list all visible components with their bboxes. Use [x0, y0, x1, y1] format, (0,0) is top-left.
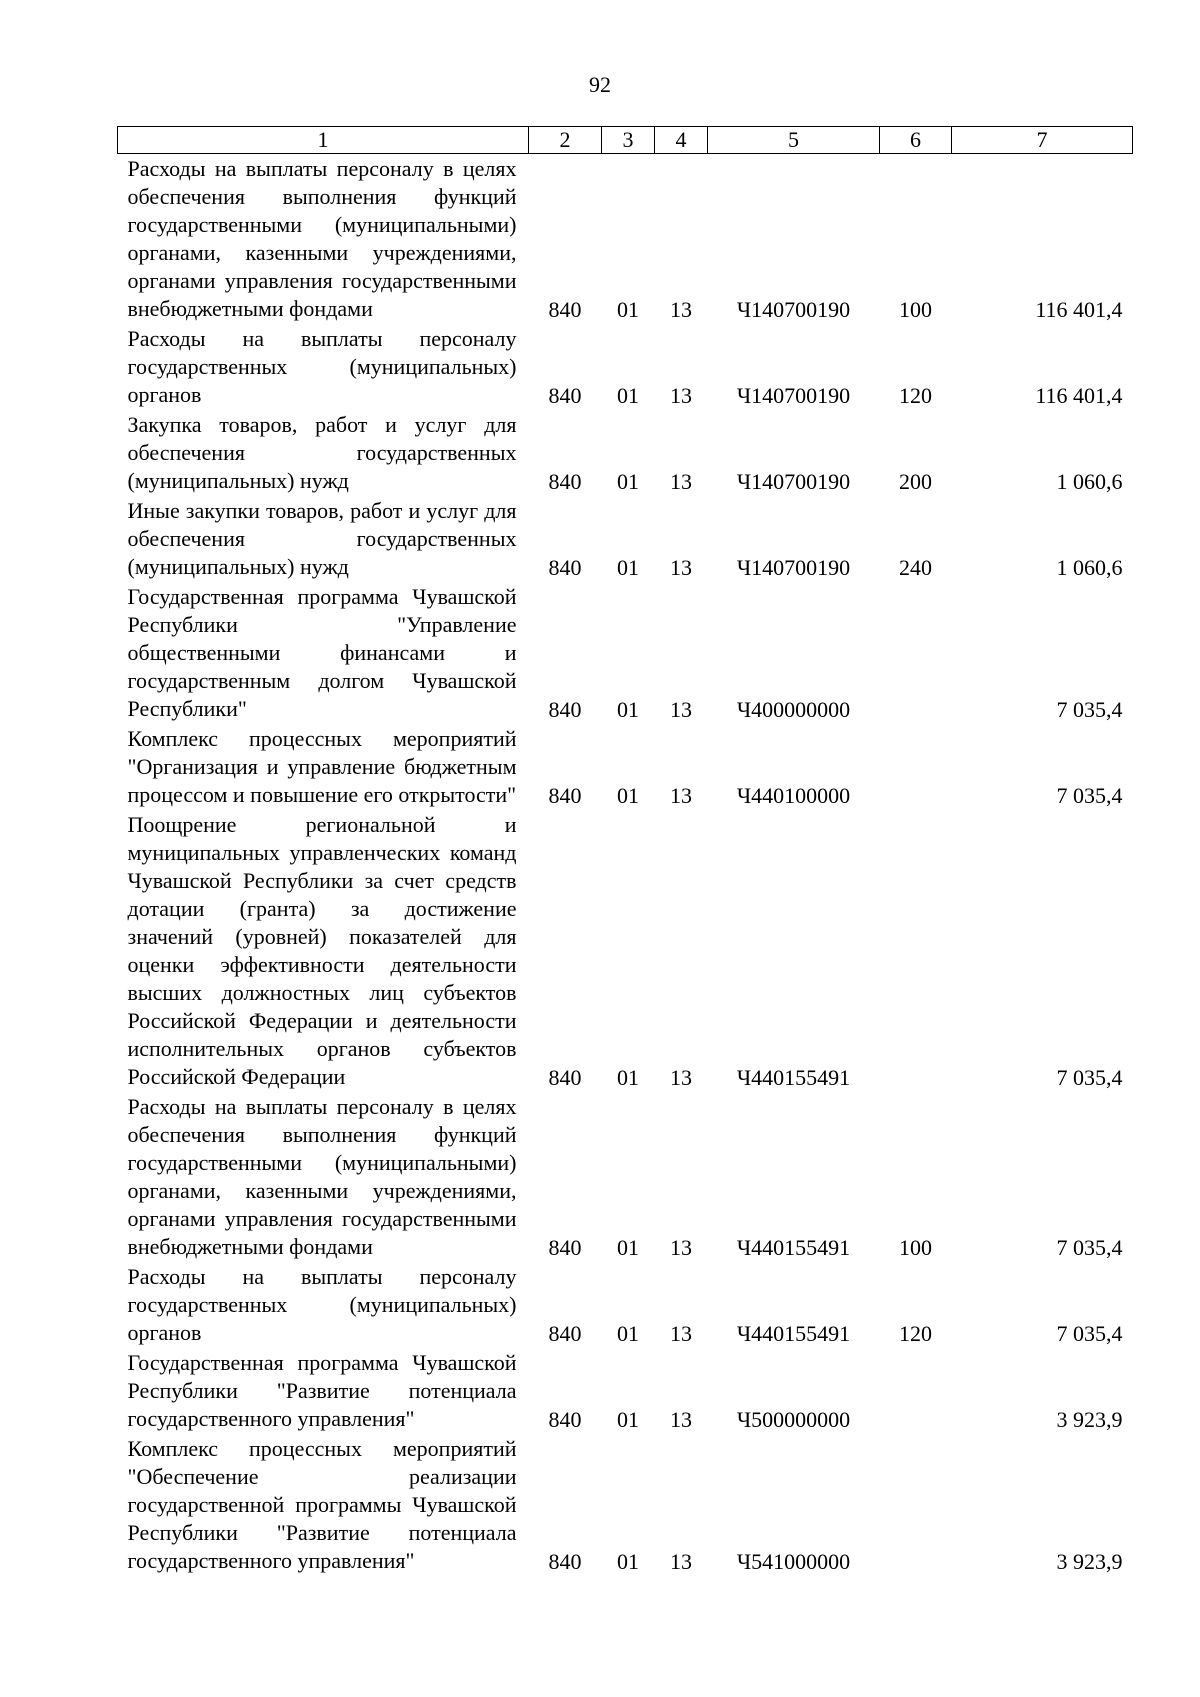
target-article-cell: Ч541000000	[736, 1549, 851, 1574]
amount-cell: 7 035,4	[1056, 783, 1123, 808]
subsection-code-cell: 13	[670, 1065, 692, 1090]
row-name-cell: Расходы на выплаты персоналу государственных (муниципальных) органов	[127, 1264, 517, 1345]
row-name-cell: Поощрение региональной и муниципальных управленческих команд Чувашской Республики за счет средств дотации (гранта) за достижение значений (уровней) показателей для оценки эффективности деятельности высших должностных лиц субъектов Российской Федерации и деятельности исполнительных органов субъектов Российской Федерации	[127, 812, 517, 1089]
section-code-cell: 01	[617, 555, 639, 580]
section-code-cell: 01	[617, 1407, 639, 1432]
subsection-code-cell: 13	[670, 1549, 692, 1574]
row-name-cell: Расходы на выплаты персоналу в целях обеспечения выполнения функций государственными (муниципальными) органами, казенными учреждениями, органами управления государственными внебюджетными фондами	[127, 156, 517, 321]
expense-type-cell	[880, 582, 952, 724]
column-header: 7	[952, 127, 1133, 154]
expense-type-cell: 120	[899, 383, 932, 408]
amount-cell: 7 035,4	[1056, 697, 1123, 722]
subsection-code-cell: 13	[670, 1235, 692, 1260]
expense-type-cell	[880, 724, 952, 810]
target-article-cell: Ч500000000	[736, 1407, 851, 1432]
subsection-code-cell: 13	[670, 469, 692, 494]
section-code-cell: 01	[617, 383, 639, 408]
table-body	[118, 154, 1133, 1577]
row-name-cell: Иные закупки товаров, работ и услуг для обеспечения государственных (муниципальных) нужд	[127, 498, 517, 579]
amount-cell: 7 035,4	[1056, 1065, 1123, 1090]
amount-cell: 1 060,6	[1056, 469, 1123, 494]
expense-type-cell: 120	[899, 1321, 932, 1346]
table-row	[118, 582, 1133, 724]
target-article-cell: Ч440155491	[736, 1065, 851, 1090]
table-row	[118, 1348, 1133, 1434]
section-code-cell: 01	[617, 1321, 639, 1346]
ministry-code-cell: 840	[548, 1235, 582, 1260]
table-row	[118, 724, 1133, 810]
header-row	[118, 127, 1133, 154]
target-article-cell: Ч140700190	[736, 555, 851, 580]
table-row	[118, 810, 1133, 1092]
table-row	[118, 324, 1133, 410]
row-name-cell: Государственная программа Чувашской Республики "Управление общественными финансами и государственным долгом Чувашской Республики"	[127, 584, 517, 721]
expense-type-cell: 200	[899, 469, 932, 494]
expense-type-cell	[880, 810, 952, 1092]
budget-table	[117, 126, 1133, 1576]
section-code-cell: 01	[617, 469, 639, 494]
amount-cell: 3 923,9	[1056, 1407, 1123, 1432]
row-name-cell: Государственная программа Чувашской Республики "Развитие потенциала государственного управления"	[127, 1350, 517, 1431]
amount-cell: 116 401,4	[1035, 297, 1123, 322]
column-header: 1	[118, 127, 529, 154]
column-header: 3	[602, 127, 655, 154]
target-article-cell: Ч440100000	[736, 783, 851, 808]
ministry-code-cell: 840	[548, 783, 582, 808]
section-code-cell: 01	[617, 1065, 639, 1090]
subsection-code-cell: 13	[670, 1321, 692, 1346]
ministry-code-cell: 840	[548, 297, 582, 322]
ministry-code-cell: 840	[548, 1065, 582, 1090]
column-header: 5	[708, 127, 880, 154]
expense-type-cell: 100	[899, 297, 932, 322]
subsection-code-cell: 13	[670, 383, 692, 408]
expense-type-cell: 240	[899, 555, 932, 580]
row-name-cell: Расходы на выплаты персоналу в целях обеспечения выполнения функций государственными (муниципальными) органами, казенными учреждениями, органами управления государственными внебюджетными фондами	[127, 1094, 517, 1259]
section-code-cell: 01	[617, 697, 639, 722]
row-name-cell: Закупка товаров, работ и услуг для обеспечения государственных (муниципальных) нужд	[127, 412, 517, 493]
ministry-code-cell: 840	[548, 469, 582, 494]
ministry-code-cell: 840	[548, 1549, 582, 1574]
expense-type-cell	[880, 1434, 952, 1576]
section-code-cell: 01	[617, 1549, 639, 1574]
amount-cell: 3 923,9	[1056, 1549, 1123, 1574]
target-article-cell: Ч440155491	[736, 1235, 851, 1260]
column-header: 4	[655, 127, 708, 154]
expense-type-cell: 100	[899, 1235, 932, 1260]
subsection-code-cell: 13	[670, 1407, 692, 1432]
target-article-cell: Ч440155491	[736, 1321, 851, 1346]
ministry-code-cell: 840	[548, 697, 582, 722]
target-article-cell: Ч140700190	[736, 297, 851, 322]
table-row	[118, 1434, 1133, 1576]
amount-cell: 7 035,4	[1056, 1235, 1123, 1260]
subsection-code-cell: 13	[670, 783, 692, 808]
table-row	[118, 154, 1133, 325]
target-article-cell: Ч140700190	[736, 383, 851, 408]
target-article-cell: Ч140700190	[736, 469, 851, 494]
column-header: 2	[529, 127, 602, 154]
page-number: 92	[589, 72, 611, 97]
ministry-code-cell: 840	[548, 555, 582, 580]
subsection-code-cell: 13	[670, 555, 692, 580]
ministry-code-cell: 840	[548, 1407, 582, 1432]
table-row	[118, 496, 1133, 582]
section-code-cell: 01	[617, 783, 639, 808]
target-article-cell: Ч400000000	[736, 697, 851, 722]
section-code-cell: 01	[617, 297, 639, 322]
row-name-cell: Расходы на выплаты персоналу государственных (муниципальных) органов	[127, 326, 517, 407]
ministry-code-cell: 840	[548, 383, 582, 408]
row-name-cell: Комплекс процессных мероприятий "Организация и управление бюджетным процессом и повышение его открытости"	[127, 726, 517, 807]
table-row	[118, 1092, 1133, 1262]
expense-type-cell	[880, 1348, 952, 1434]
subsection-code-cell: 13	[670, 697, 692, 722]
amount-cell: 7 035,4	[1056, 1321, 1123, 1346]
row-name-cell: Комплекс процессных мероприятий "Обеспечение реализации государственной программы Чувашской Республики "Развитие потенциала государственного управления"	[127, 1436, 517, 1573]
table-row	[118, 410, 1133, 496]
column-header: 6	[880, 127, 952, 154]
amount-cell: 116 401,4	[1035, 383, 1123, 408]
table-row	[118, 1262, 1133, 1348]
section-code-cell: 01	[617, 1235, 639, 1260]
subsection-code-cell: 13	[670, 297, 692, 322]
amount-cell: 1 060,6	[1056, 555, 1123, 580]
ministry-code-cell: 840	[548, 1321, 582, 1346]
